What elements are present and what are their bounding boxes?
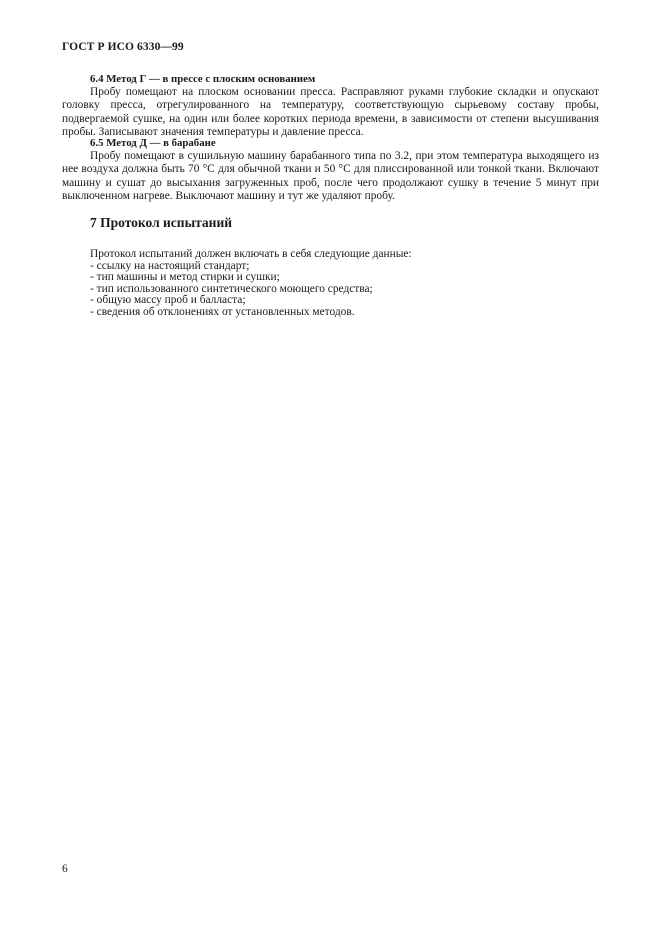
section-7-body <box>62 249 599 319</box>
section-7-title: 7 Протокол испытаний <box>90 215 233 230</box>
section-7-list <box>62 261 599 319</box>
list-item: - сведения об отклонениях от установленных методов. <box>90 305 355 318</box>
section-6-5-paragraph: Пробу помещают в сушильную машину барабанного типа по 3.2, при этом температура выходящего из нее воздуха должна быть 70 °С для обычной ткани и 50 °С для плиссированной или тонкой ткани. Включают машину и сушат до высыхания загруженных проб, после чего продолжают сушку в течение 5 минут при выключенном нагреве. Выключают машину и тут же удаляют пробу. <box>62 150 599 202</box>
list-item: - тип использованного синтетического моющего средства; <box>90 282 373 295</box>
list-item: - общую массу проб и балласта; <box>90 294 246 307</box>
page-number: 6 <box>62 863 68 875</box>
section-6-5-heading: 6.5 Метод Д — в барабане <box>90 137 216 149</box>
list-item: - ссылку на настоящий стандарт; <box>90 259 250 272</box>
section-6-4-paragraph: Пробу помещают на плоском основании пресса. Расправляют руками глубокие складки и опускают головку пресса, отрегулированного на температуру, соответствующую сырьевому составу пробы, подвергаемой сушке, на один или более коротких периода времени, в зависимости от степени высушивания пробы. Записывают значения температуры и давление пресса. <box>62 86 599 138</box>
document-code-header: ГОСТ Р ИСО 6330—99 <box>62 41 184 53</box>
list-item: - тип машины и метод стирки и сушки; <box>90 271 280 284</box>
section-6-4-heading: 6.4 Метод Г — в прессе с плоским основанием <box>90 73 316 85</box>
section-6-5 <box>62 137 599 203</box>
section-6-4 <box>62 73 599 139</box>
section-7-intro: Протокол испытаний должен включать в себя следующие данные: <box>90 248 412 260</box>
